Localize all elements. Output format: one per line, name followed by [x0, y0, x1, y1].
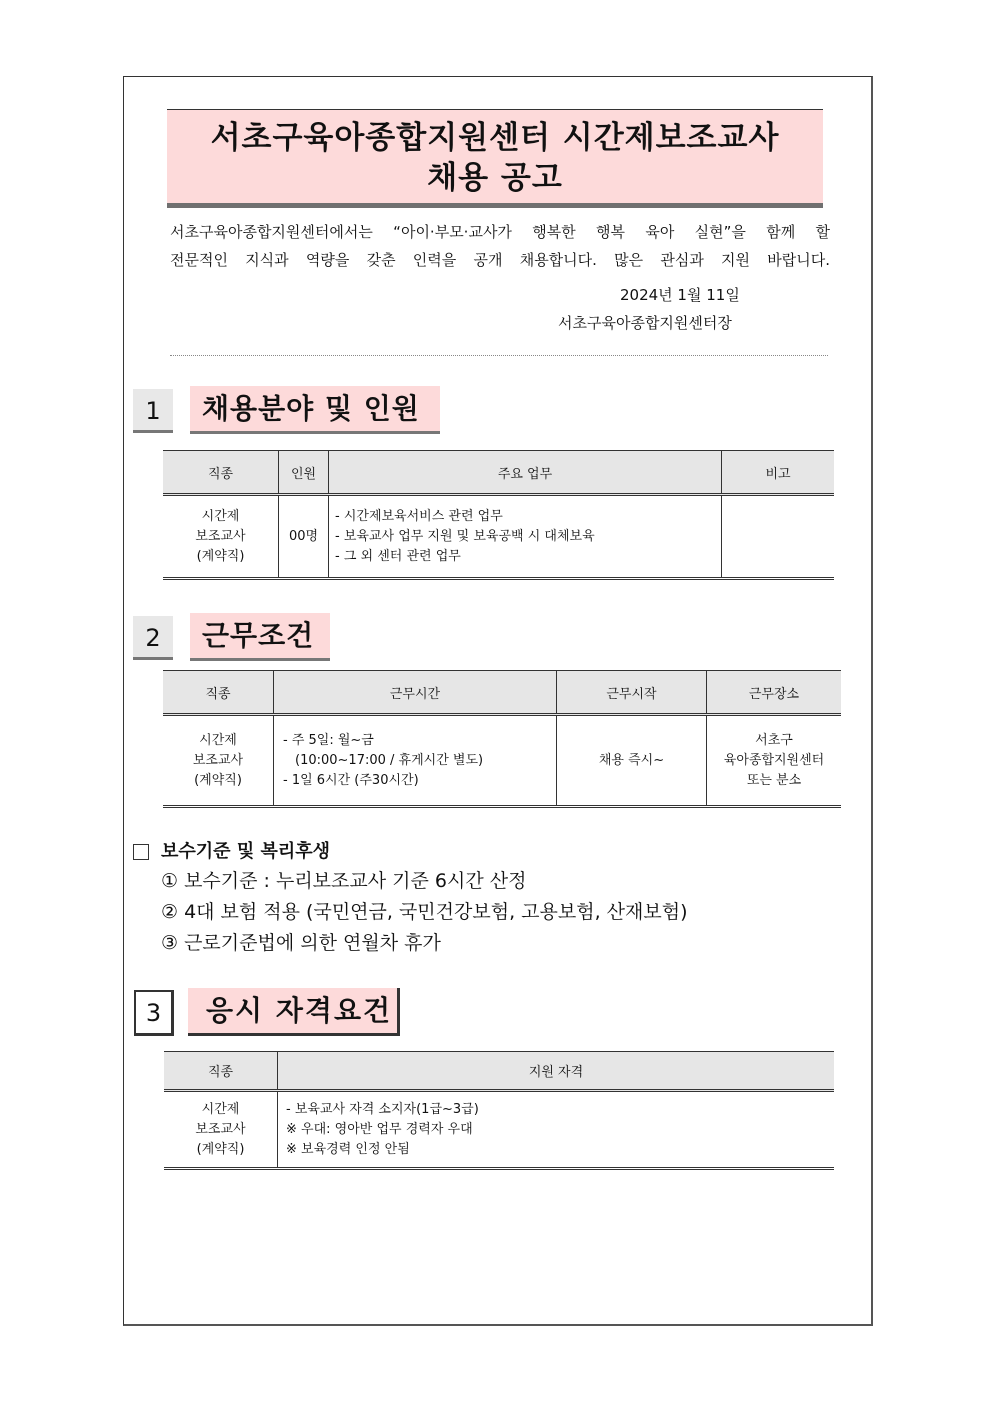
qualification-line: ※ 보육경력 인정 안됨: [286, 1141, 410, 1157]
header-job: 직종: [164, 1052, 278, 1091]
qualification-line: - 보육교사 자격 소지자(1급~3급): [286, 1101, 479, 1117]
hours-line: (10:00~17:00 / 휴게시간 별도): [295, 752, 484, 768]
cell-job: [164, 1091, 278, 1169]
cell-job: [163, 495, 279, 579]
hours-line: - 주 5일: 월~금: [283, 732, 374, 748]
checkbox-icon: [133, 844, 149, 860]
cell-count: 00명: [279, 495, 329, 579]
title-line-2: 채용 공고: [427, 160, 563, 196]
section-3-title: 응시 자격요건: [188, 988, 400, 1036]
header-job: 직종: [163, 451, 279, 495]
duty-line: - 시간제보육서비스 관련 업무: [335, 508, 503, 524]
section-2-title: 근무조건: [190, 613, 330, 661]
intro-line-2: 전문적인 지식과 역량을 갖춘 인력을 공개 채용합니다. 많은 관심과 지원 바랍니다.: [170, 251, 830, 269]
intro-text: [170, 218, 830, 274]
place-line: 또는 분소: [746, 772, 802, 788]
job-line: 시간제: [199, 732, 237, 748]
section-2-table: [163, 670, 841, 808]
welfare-item: ③ 근로기준법에 의한 연월차 휴가: [161, 932, 441, 954]
welfare-heading: [133, 838, 688, 866]
section-3-number: 3: [134, 990, 174, 1036]
cell-place: [707, 715, 842, 807]
cell-hours: [274, 715, 557, 807]
section-2-number: 2: [133, 616, 173, 660]
qualification-line: ※ 우대: 영아반 업무 경력자 우대: [286, 1121, 473, 1137]
welfare-item: ① 보수기준 : 누리보조교사 기준 6시간 산정: [161, 870, 527, 892]
title-line-1: 서초구육아종합지원센터 시간제보조교사: [210, 120, 780, 156]
intro-line-1: 서초구육아종합지원센터에서는 “아이·부모·교사가 행복한 행복 육아 실현”을 함께 할: [170, 223, 830, 241]
section-3-table: [164, 1051, 834, 1170]
section-1-number: 1: [133, 389, 173, 433]
header-duties: 주요 업무: [329, 451, 722, 495]
section-1-title: 채용분야 및 인원: [190, 386, 440, 434]
job-line: (계약직): [196, 548, 245, 564]
header-qualifications: 지원 자격: [278, 1052, 835, 1091]
cell-qualifications: [278, 1091, 835, 1169]
cell-duties: [329, 495, 722, 579]
document-title: [167, 109, 823, 208]
job-line: (계약직): [194, 772, 242, 788]
welfare-heading-text: 보수기준 및 복리후생: [161, 841, 331, 862]
place-line: 서초구: [755, 732, 793, 748]
section-1-table: [163, 450, 834, 580]
header-job: 직종: [163, 671, 274, 715]
cell-note: [722, 495, 835, 579]
job-line: 시간제: [201, 508, 240, 524]
job-line: 시간제: [201, 1101, 240, 1117]
header-start: 근무시작: [557, 671, 707, 715]
cell-start: 채용 즉시~: [557, 715, 707, 807]
place-line: 육아종합지원센터: [723, 752, 825, 768]
job-line: 보조교사: [195, 1121, 246, 1137]
announcement-date: 2024년 1월 11일: [620, 286, 740, 304]
signature: 서초구육아종합지원센터장: [558, 314, 732, 332]
job-line: 보조교사: [195, 528, 246, 544]
cell-job: [163, 715, 274, 807]
header-count: 인원: [279, 451, 329, 495]
header-place: 근무장소: [707, 671, 842, 715]
duty-line: - 그 외 센터 관련 업무: [335, 548, 461, 564]
header-hours: 근무시간: [274, 671, 557, 715]
job-line: (계약직): [196, 1141, 245, 1157]
dotted-divider: [170, 355, 828, 356]
welfare-section: [133, 838, 688, 959]
hours-line: - 1일 6시간 (주30시간): [283, 772, 419, 788]
duty-line: - 보육교사 업무 지원 및 보육공백 시 대체보육: [335, 528, 595, 544]
welfare-item: ② 4대 보험 적용 (국민연금, 국민건강보험, 고용보험, 산재보험): [161, 901, 688, 923]
header-note: 비고: [722, 451, 835, 495]
job-line: 보조교사: [192, 752, 244, 768]
